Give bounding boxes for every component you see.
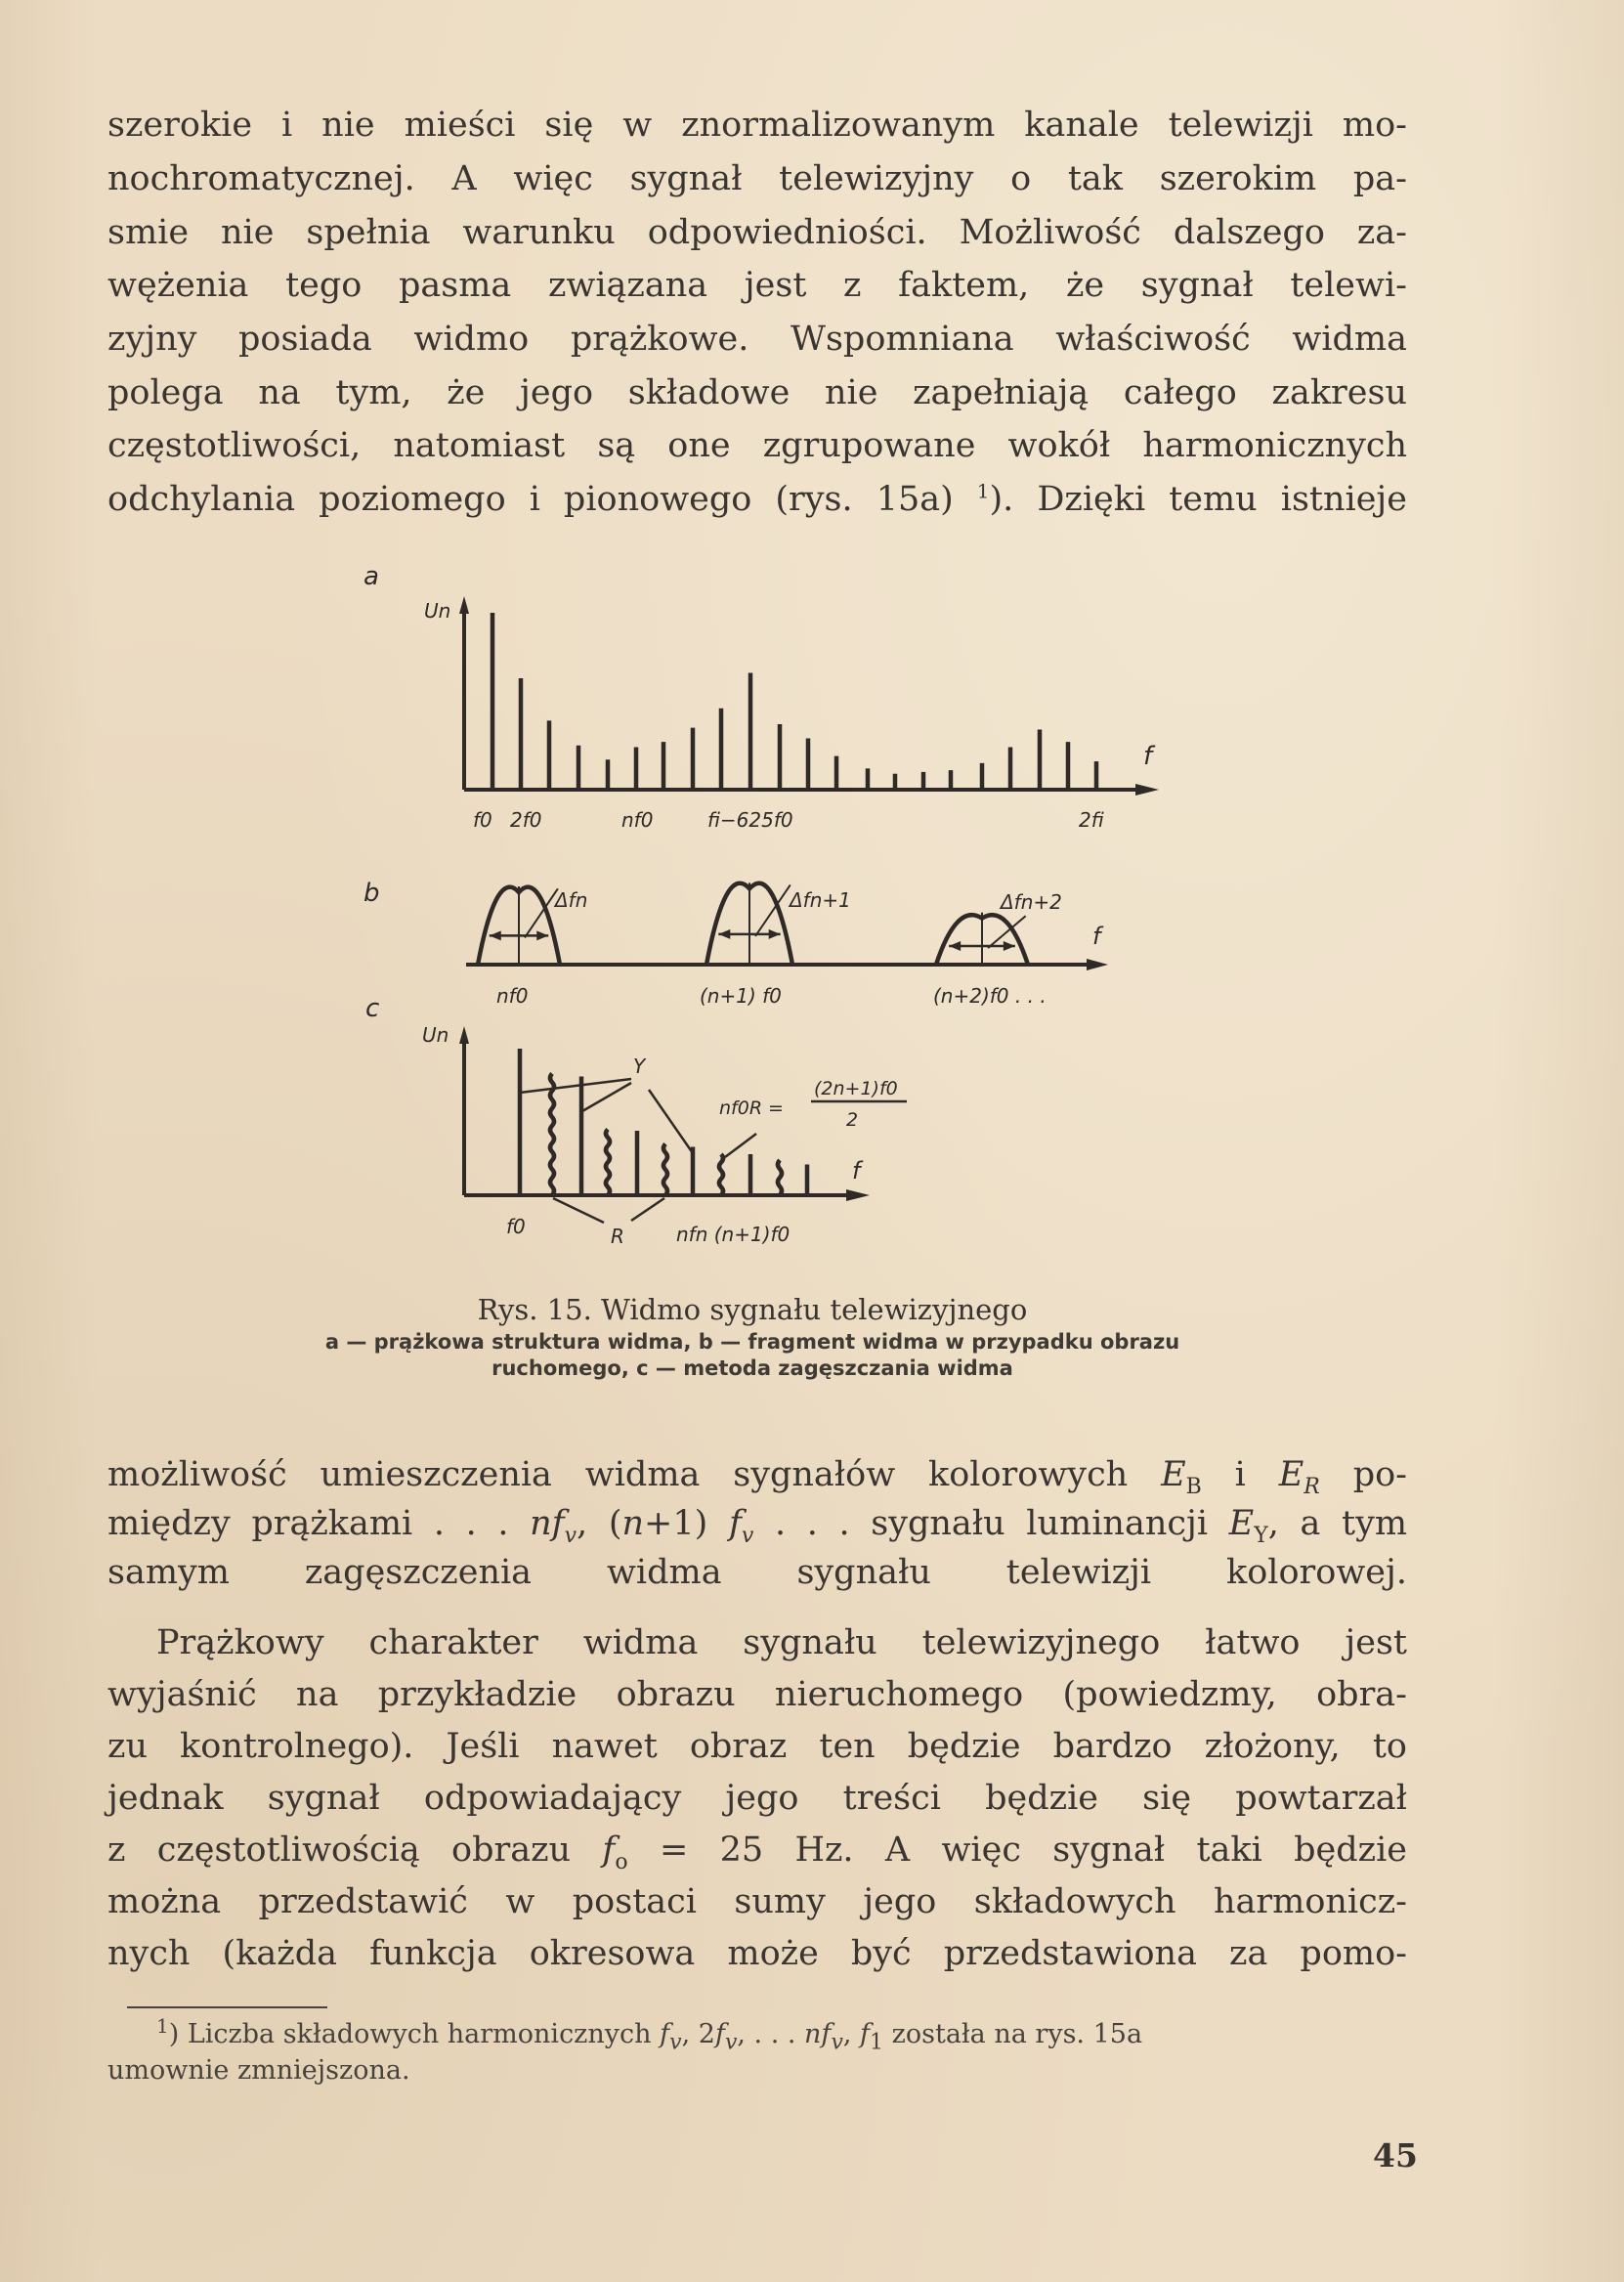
footnote-mark: 1: [156, 2014, 169, 2038]
text-span: +1): [644, 1504, 729, 1543]
arrow-head: [718, 929, 730, 939]
Y-pointer: [582, 1083, 631, 1111]
text-line: zyjny posiada widmo prążkowe. Wspomniana właściwość widma: [107, 320, 1407, 359]
math-symbol: nf: [804, 2019, 832, 2049]
interleaved-bars: [520, 1049, 807, 1195]
text-span: możliwość umieszczenia widma sygnałów kolorowych: [107, 1455, 1162, 1494]
text-line: [107, 1455, 1407, 1499]
text-line: nochromatycznej. A więc sygnał telewizyjny o tak szerokim pa-: [107, 159, 1407, 198]
x-axis-label: f: [1092, 923, 1101, 950]
group-label: (n+1) f0: [700, 984, 782, 1008]
text-span: i: [1201, 1455, 1279, 1494]
math-subscript: v: [669, 2030, 682, 2055]
arrow-head: [949, 941, 961, 951]
x-axis-label: f: [852, 1157, 861, 1184]
text-span: , . . .: [737, 2019, 805, 2049]
math-symbol: E: [1228, 1504, 1255, 1543]
tick-label: nf0: [621, 808, 654, 832]
text-line: polega na tym, że jego składowe nie zapełniają całego zakresu: [107, 373, 1407, 412]
text-span: odchylania poziomego i pionowego (rys. 15a): [107, 480, 977, 519]
text-span: ) Liczba składowych harmonicznych: [168, 2019, 661, 2049]
chroma-bar: [550, 1074, 554, 1196]
math-subscript: o: [615, 1850, 628, 1874]
Y-label: Y: [633, 1055, 646, 1078]
panel-a: [363, 562, 1159, 832]
math-subscript: Y: [1254, 1524, 1268, 1548]
text-line: zu kontrolnego). Jeśli nawet obraz ten będzie bardzo złożony, to: [107, 1727, 1407, 1766]
panel-a-label: a: [363, 562, 379, 591]
Y-pointer: [649, 1090, 693, 1153]
text-span: po-: [1319, 1455, 1407, 1494]
footnote-line: umownie zmniejszona.: [107, 2055, 410, 2086]
math-subscript: v: [831, 2030, 843, 2055]
text-span: z częstotliwością obrazu: [107, 1830, 603, 1870]
text-span: między prążkami . . .: [107, 1504, 531, 1543]
y-axis-label: Un: [424, 599, 451, 623]
x-axis-arrow: [1087, 959, 1108, 970]
group-label: (n+2)f0 . . .: [933, 984, 1047, 1008]
math-symbol: f: [660, 2019, 670, 2049]
panel-c: [365, 994, 907, 1248]
arrow-head: [769, 929, 781, 939]
footnote-rule: [127, 2006, 327, 2008]
math-symbol: f: [602, 1830, 616, 1870]
R-pointer: [631, 1198, 664, 1221]
panel-b: [363, 879, 1108, 1008]
text-span: = 25 Hz. A więc sygnał taki będzie: [627, 1830, 1407, 1870]
chroma-bar: [778, 1160, 782, 1195]
tick-label: nfn (n+1)f0: [676, 1223, 791, 1246]
text-span: , (: [577, 1504, 622, 1543]
chroma-bar: [606, 1130, 610, 1196]
text-span: , a tym: [1267, 1504, 1408, 1543]
text-span: , 2: [681, 2019, 715, 2049]
arrow-head: [1004, 941, 1015, 951]
text-line: smie nie spełnia warunku odpowiedniości. Możliwość dalszego za-: [107, 213, 1407, 252]
text-line: wężenia tego pasma związana jest z faktem, że sygnał telewi-: [107, 266, 1407, 305]
x-axis-arrow: [1135, 784, 1159, 796]
Y-pointer: [520, 1079, 631, 1093]
tick-label: f0: [473, 808, 492, 832]
y-axis-arrow: [459, 596, 469, 614]
math-symbol: n: [621, 1504, 645, 1543]
figure-caption: Rys. 15. Widmo sygnału telewizyjnego: [477, 1293, 1028, 1326]
math-subscript: R: [1303, 1475, 1320, 1499]
delta-label: Δfn: [555, 888, 588, 912]
math-symbol: E: [1278, 1455, 1304, 1494]
text-line: nych (każda funkcja okresowa może być przedstawiona za pomo-: [107, 1934, 1407, 1973]
formula-numerator: (2n+1)f0: [814, 1078, 898, 1099]
arrow-head: [536, 930, 548, 940]
text-line: częstotliwości, natomiast są one zgrupowane wokół harmonicznych: [107, 426, 1407, 465]
formula-pointer: [725, 1134, 756, 1157]
text-span: . . . sygnału luminancji: [753, 1504, 1229, 1543]
chroma-bar: [719, 1154, 723, 1195]
x-axis-label: f: [1143, 742, 1153, 771]
group-label: nf0: [496, 984, 529, 1008]
formula-denominator: 2: [846, 1109, 859, 1131]
math-subscript: v: [564, 1524, 577, 1548]
R-pointer: [553, 1198, 604, 1223]
math-subscript: 1: [870, 2030, 884, 2055]
math-symbol: E: [1161, 1455, 1186, 1494]
spectral-lines: [492, 613, 1096, 790]
page-number: 45: [1373, 2136, 1418, 2174]
x-axis-arrow: [846, 1189, 870, 1201]
footnote-line: [156, 2014, 1407, 2055]
text-line: jednak sygnał odpowiadający jego treści będzie się powtarzał: [107, 1779, 1407, 1818]
y-axis-arrow: [459, 1026, 469, 1044]
text-line: samym zagęszczenia widma sygnału telewizji kolorowej.: [107, 1553, 1407, 1592]
text-span: ,: [842, 2019, 861, 2049]
text-span: została na rys. 15a: [883, 2019, 1143, 2049]
delta-label: Δfn+1: [790, 888, 851, 912]
text-line: [107, 1830, 1407, 1874]
tick-label: fi−625f0: [707, 808, 793, 832]
math-symbol: f: [714, 2019, 725, 2049]
figure-subcaption: ruchomego, c — metoda zagęszczania widma: [491, 1356, 1013, 1380]
math-subscript: v: [741, 1524, 754, 1548]
y-axis-label: Un: [422, 1023, 449, 1047]
figure-subcaption: a — prążkowa struktura widma, b — fragment widma w przypadku obrazu: [324, 1330, 1180, 1354]
chroma-bar: [663, 1144, 667, 1196]
math-subscript: B: [1185, 1475, 1202, 1499]
text-line: szerokie i nie mieści się w znormalizowanym kanale telewizji mo-: [107, 106, 1407, 145]
formula-left: nf0R =: [719, 1098, 784, 1119]
arrow-head: [490, 930, 501, 940]
text-span: ). Dzięki temu istnieje: [989, 480, 1407, 519]
tick-label: 2fi: [1079, 808, 1104, 832]
footnote-ref[interactable]: 1: [976, 479, 990, 503]
text-line: [107, 1504, 1408, 1548]
text-line: wyjaśnić na przykładzie obrazu nieruchomego (powiedzmy, obra-: [107, 1675, 1407, 1714]
panel-b-label: b: [363, 879, 380, 908]
math-symbol: nf: [530, 1504, 565, 1543]
panel-c-label: c: [365, 994, 380, 1023]
R-label: R: [611, 1225, 624, 1248]
tick-label: 2f0: [510, 808, 542, 832]
tick-label: f0: [506, 1215, 526, 1238]
delta-label: Δfn+2: [1001, 890, 1062, 914]
text-line: można przedstawić w postaci sumy jego składowych harmonicz-: [107, 1882, 1407, 1921]
text-line: Prążkowy charakter widma sygnału telewizyjnego łatwo jest: [156, 1623, 1407, 1662]
math-symbol: f: [860, 2019, 871, 2049]
math-subscript: v: [724, 2030, 738, 2055]
math-symbol: f: [728, 1504, 742, 1543]
